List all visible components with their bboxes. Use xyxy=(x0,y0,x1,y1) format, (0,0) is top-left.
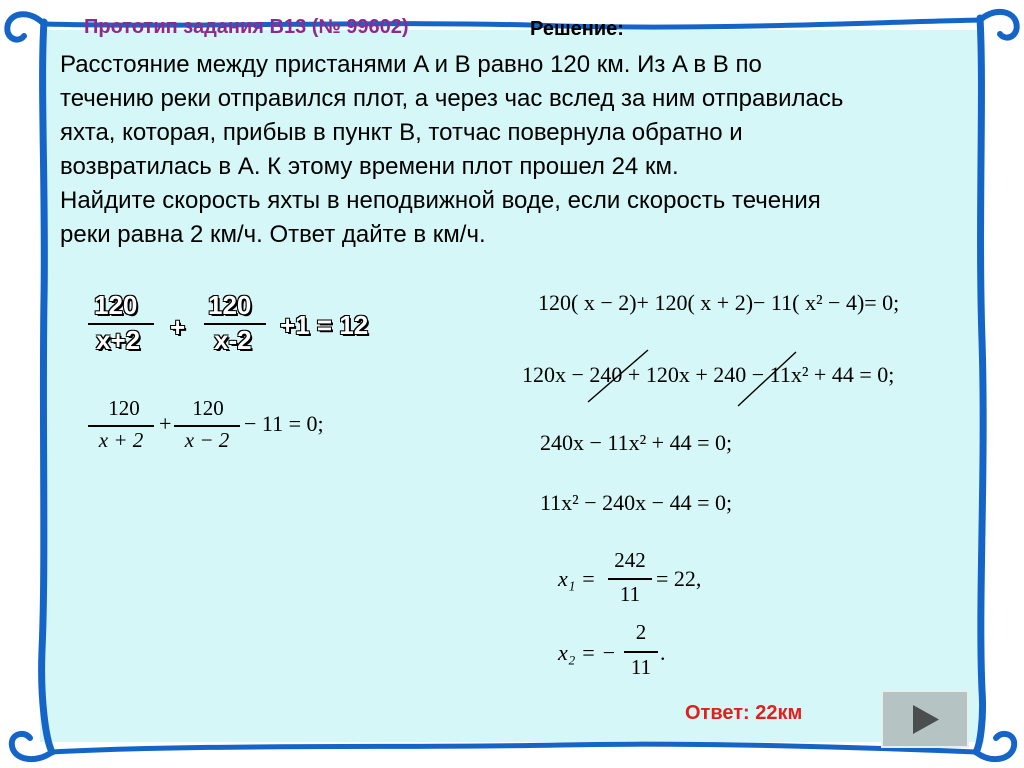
eq-tail: − 11 = 0; xyxy=(244,411,324,436)
big-fraction-2-denominator: x-2 xyxy=(214,325,252,355)
big-fraction-1-numerator: 120 xyxy=(94,290,138,320)
root-2-label: x₂ = − xyxy=(558,640,617,665)
root-2-denominator: 11 xyxy=(630,655,652,679)
root-1-numerator: 242 xyxy=(614,548,646,572)
big-fraction-2-numerator: 120 xyxy=(208,290,252,320)
problem-line: Найдите скорость яхты в неподвижной воде, если скорость течения xyxy=(60,187,821,214)
eq-fraction-1-denominator: x + 2 xyxy=(98,428,144,452)
root-2-numerator: 2 xyxy=(635,620,647,644)
eq-fraction-2-denominator: x − 2 xyxy=(184,428,230,452)
root-1-label: x₁ = xyxy=(558,566,596,591)
answer-text: Ответ: 22км xyxy=(685,702,803,724)
eq-fraction-1-bar xyxy=(88,425,154,427)
equation-step-1: 120( x − 2)+ 120( x + 2)− 11( x² − 4)= 0; xyxy=(538,290,900,315)
equation-step-2: 120x − 240 + 120x + 240 − 11x² + 44 = 0; xyxy=(522,362,895,387)
next-slide-button[interactable] xyxy=(881,690,969,748)
equation-step-4: 11x² − 240x − 44 = 0; xyxy=(540,490,733,515)
eq-plus-sign: + xyxy=(159,411,172,436)
big-fraction-1-denominator: x+2 xyxy=(96,325,141,355)
problem-line: течению реки отправился плот, а через час вслед за ним отправилась xyxy=(60,85,844,112)
play-arrow-icon xyxy=(883,692,967,746)
equation-step-3: 240x − 11x² + 44 = 0; xyxy=(540,430,733,455)
eq-fraction-1-numerator: 120 xyxy=(108,396,140,420)
big-plus-sign: + xyxy=(170,312,186,342)
root-2-bar xyxy=(624,651,658,653)
root-1-bar xyxy=(608,578,652,580)
solution-label: Решение: xyxy=(530,18,624,40)
problem-line: Расстояние между пристанями A и B равно 120 км. Из A в B по xyxy=(60,51,762,78)
problem-line: яхта, которая, прибыв в пункт B, тотчас повернула обратно и xyxy=(60,119,743,146)
root-1-value: = 22, xyxy=(656,566,702,591)
eq-fraction-2-numerator: 120 xyxy=(192,396,224,420)
root-2-period: . xyxy=(660,640,666,665)
big-equation-tail: +1 = 12 xyxy=(280,310,369,340)
eq-fraction-2-bar xyxy=(174,425,240,427)
problem-line: реки равна 2 км/ч. Ответ дайте в км/ч. xyxy=(60,221,486,248)
problem-text xyxy=(60,48,1000,252)
root-1-denominator: 11 xyxy=(619,582,641,606)
problem-line: возвратилась в A. К этому времени плот прошел 24 км. xyxy=(60,153,679,180)
task-title: Прототип задания B13 (№ 99602) xyxy=(84,16,409,38)
